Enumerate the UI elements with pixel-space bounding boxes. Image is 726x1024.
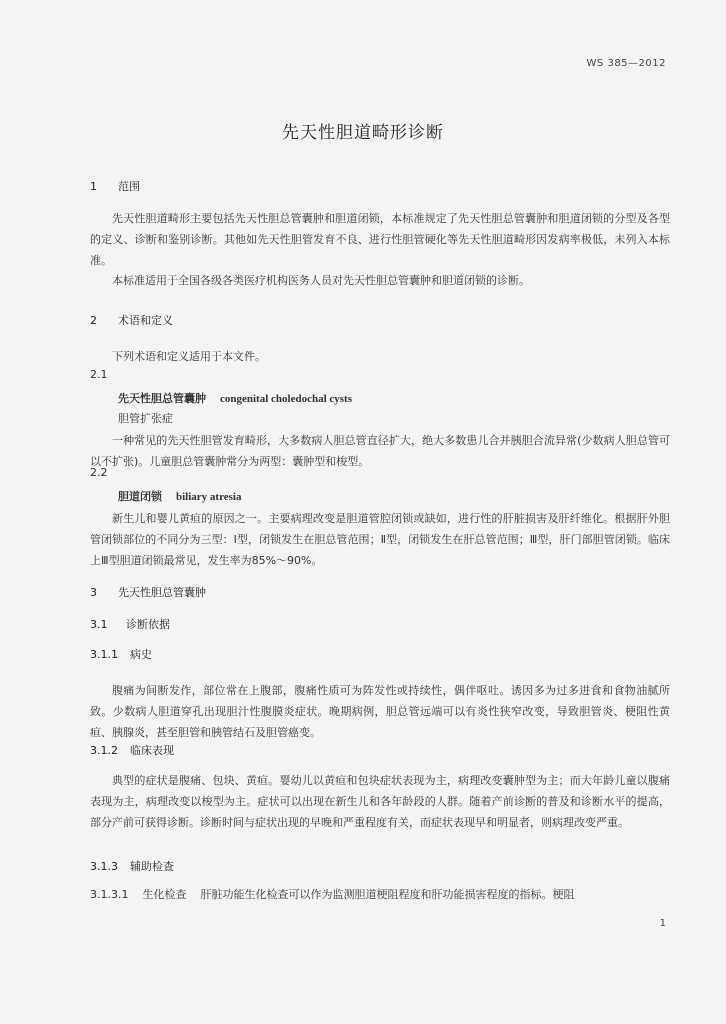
section-number: 3.1 bbox=[90, 618, 108, 631]
term-chinese: 胆道闭锁 bbox=[118, 490, 162, 503]
section-title: 病史 bbox=[130, 648, 152, 661]
term-chinese: 先天性胆总管囊肿 bbox=[118, 392, 206, 405]
page-number: 1 bbox=[659, 918, 666, 929]
subsection-3-1-heading bbox=[90, 616, 170, 632]
term-entry bbox=[118, 390, 352, 406]
section-title: 诊断依据 bbox=[126, 618, 170, 631]
term-english: biliary atresia bbox=[176, 491, 242, 503]
term-entry bbox=[118, 488, 241, 504]
section-title: 先天性胆总管囊肿 bbox=[118, 586, 206, 599]
section-title: 临床表现 bbox=[130, 744, 174, 757]
term-english: congenital choledochal cysts bbox=[220, 393, 352, 405]
section-3-heading bbox=[90, 584, 206, 600]
section-title: 范围 bbox=[118, 180, 140, 193]
section-2-heading bbox=[90, 312, 173, 328]
biochem-text: 肝脏功能生化检查可以作为监测胆道梗阻程度和肝功能损害程度的指标。梗阻 bbox=[200, 888, 575, 901]
section-number: 3 bbox=[90, 586, 97, 599]
term-definition: 新生儿和婴儿黄疸的原因之一。主要病理改变是胆道管腔闭锁或缺如，进行性的肝脏损害及肝纤维化。根据肝外胆管闭锁部位的不同分为三型：Ⅰ型，闭锁发生在胆总管范围；Ⅱ型，闭锁发生在肝总管范围；Ⅲ型，肝门部胆管闭锁。临床上Ⅲ型胆道闭锁最常见，发生率为85%～90%。 bbox=[90, 512, 670, 567]
section-number: 1 bbox=[90, 180, 97, 193]
section-title: 术语和定义 bbox=[118, 314, 173, 327]
section-1-heading bbox=[90, 178, 140, 194]
section-number: 2 bbox=[90, 314, 97, 327]
page-title: 先天性胆道畸形诊断 bbox=[282, 123, 444, 143]
section-title: 生化检查 bbox=[142, 888, 187, 901]
term-number: 2.1 bbox=[90, 368, 108, 381]
scope-paragraph-2: 本标准适用于全国各级各类医疗机构医务人员对先天性胆总管囊肿和胆道闭锁的诊断。 bbox=[112, 274, 530, 287]
history-paragraph: 腹痛为间断发作，部位常在上腹部，腹痛性质可为阵发性或持续性，偶伴呕吐。诱因多为过多进食和食物油腻所致。少数病人胆道穿孔出现胆汁性腹膜炎症状。晚期病例，胆总管远端可以有炎性狭窄改变，导致胆管炎、梗阻性黄疸、胰腺炎，甚至胆管和胰管结石及胆管癌变。 bbox=[90, 684, 670, 739]
section-number: 3.1.3.1 bbox=[90, 888, 129, 901]
term-number: 2.2 bbox=[90, 466, 108, 479]
section-title: 辅助检查 bbox=[130, 860, 174, 873]
standard-number: WS 385—2012 bbox=[586, 58, 666, 69]
clinical-paragraph: 典型的症状是腹痛、包块、黄疸。婴幼儿以黄疸和包块症状表现为主，病理改变囊肿型为主；而大年龄儿童以腹痛表现为主，病理改变以梭型为主。症状可以出现在新生儿和各年龄段的人群。随着产前诊断的普及和诊断水平的提高，部分产前可获得诊断。诊断时间与症状出现的早晚和严重程度有关，而症状表现早和明显者，则病理改变严重。 bbox=[90, 774, 670, 829]
subsection-3-1-2-heading bbox=[90, 742, 174, 758]
term-definition: 一种常见的先天性胆管发育畸形，大多数病人胆总管直径扩大，绝大多数患儿合并胰胆合流异常(少数病人胆总管可以不扩张)。儿童胆总管囊肿常分为两型：囊肿型和梭型。 bbox=[90, 434, 670, 468]
section-number: 3.1.2 bbox=[90, 744, 118, 757]
scope-paragraph-1: 先天性胆道畸形主要包括先天性胆总管囊肿和胆道闭锁，本标准规定了先天性胆总管囊肿和胆道闭锁的分型及各型的定义、诊断和鉴别诊断。其他如先天性胆管发育不良、进行性胆管硬化等先天性胆道畸形因发病率极低，未列入本标准。 bbox=[90, 212, 670, 267]
subsection-3-1-1-heading bbox=[90, 646, 152, 662]
terms-intro: 下列术语和定义适用于本文件。 bbox=[112, 350, 266, 363]
section-number: 3.1.1 bbox=[90, 648, 118, 661]
term-alias: 胆管扩张症 bbox=[118, 412, 173, 425]
section-number: 3.1.3 bbox=[90, 860, 118, 873]
subsection-3-1-3-heading bbox=[90, 858, 174, 874]
subsection-3-1-3-1 bbox=[90, 886, 670, 902]
